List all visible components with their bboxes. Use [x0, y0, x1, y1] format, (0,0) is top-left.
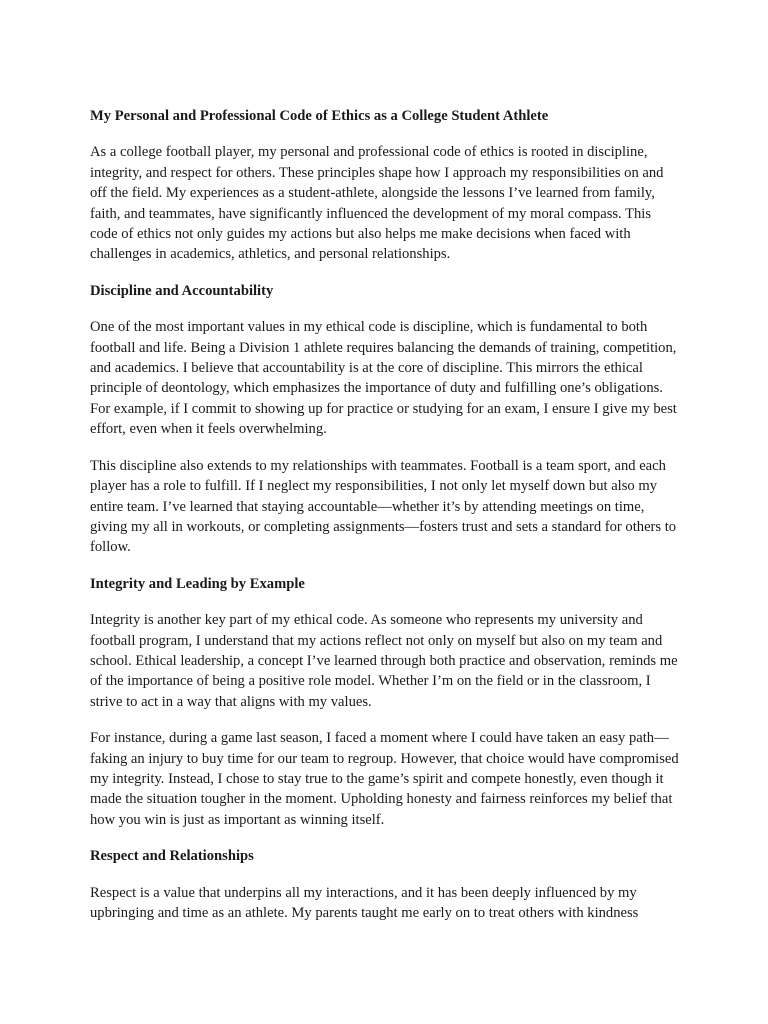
section-heading-discipline: Discipline and Accountability [90, 282, 274, 299]
document-title: My Personal and Professional Code of Ethics as a College Student Athlete [90, 108, 549, 124]
paragraph: For instance, during a game last season, I faced a moment where I could have taken an easy path—faking an injury to buy time for our team to regroup. However, that choice would have compromised my integrity. Instead, I chose to stay true to the game’s spirit and compete honestly, even though it made the situation tougher in the moment. Upholding honesty and fairness reinforces my belief that how you win is just as important as winning itself. [90, 730, 679, 828]
document-page [90, 106, 680, 939]
section-heading-integrity: Integrity and Leading by Example [90, 575, 305, 592]
intro-paragraph: As a college football player, my personal and professional code of ethics is rooted in discipline, integrity, and respect for others. These principles shape how I approach my responsibilities on and off the field. My experiences as a student-athlete, alongside the lessons I’ve learned from family, faith, and teammates, have significantly influenced the development of my moral compass. This code of ethics not only guides my actions but also helps me make decisions when faced with challenges in academics, athletics, and personal relationships. [90, 144, 664, 263]
paragraph: Respect is a value that underpins all my interactions, and it has been deeply influenced by my upbringing and time as an athlete. My parents taught me early on to treat others with kindness [90, 884, 639, 921]
paragraph: One of the most important values in my ethical code is discipline, which is fundamental to both football and life. Being a Division 1 athlete requires balancing the demands of training, competition, and academics. I believe that accountability is at the core of discipline. This mirrors the ethical principle of deontology, which emphasizes the importance of duty and fulfilling one’s obligations. For example, if I commit to showing up for practice or studying for an exam, I ensure I give my best effort, even when it feels overwhelming. [90, 319, 677, 438]
section-heading-respect: Respect and Relationships [90, 848, 254, 865]
paragraph: This discipline also extends to my relationships with teammates. Football is a team sport, and each player has a role to fulfill. If I neglect my responsibilities, I not only let myself down but also my entire team. I’ve learned that staying accountable—whether it’s by attending meetings on time, giving my all in workouts, or completing assignments—fosters trust and sets a standard for others to follow. [90, 457, 677, 556]
paragraph: Integrity is another key part of my ethical code. As someone who represents my university and football program, I understand that my actions reflect not only on myself but also on my team and school. Ethical leadership, a concept I’ve learned through both practice and observation, reminds me of the importance of being a positive role model. Whether I’m on the field or in the classroom, I strive to act in a way that aligns with my values. [90, 612, 678, 710]
